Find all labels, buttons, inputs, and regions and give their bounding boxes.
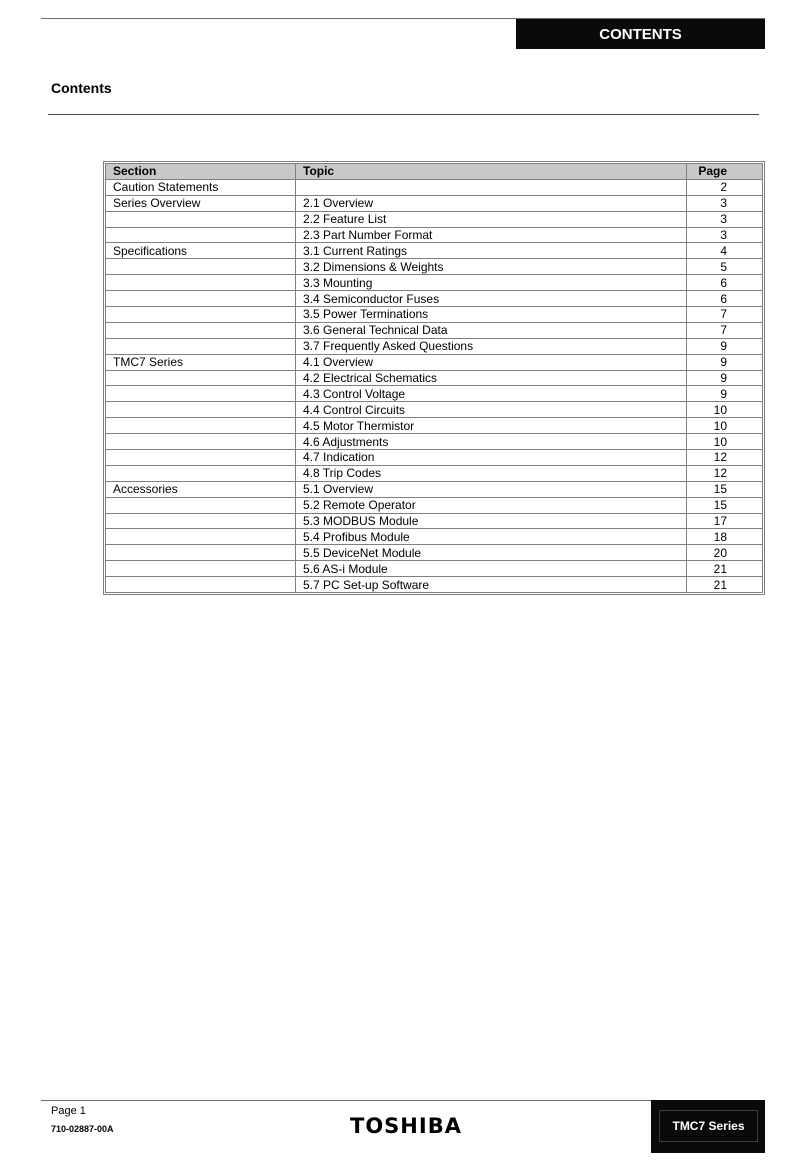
table-row	[106, 354, 763, 370]
table-row	[106, 561, 763, 577]
section-cell: Accessories	[106, 481, 296, 497]
table-row	[106, 322, 763, 338]
column-header-page: Page	[687, 164, 763, 180]
section-cell	[106, 465, 296, 481]
document-code: 710-02887-00A	[51, 1124, 114, 1134]
table-row	[106, 275, 763, 291]
section-cell	[106, 307, 296, 323]
page-cell: 6	[687, 291, 763, 307]
section-cell	[106, 545, 296, 561]
table-row	[106, 402, 763, 418]
page-cell: 18	[687, 529, 763, 545]
section-cell: Series Overview	[106, 195, 296, 211]
page-cell: 10	[687, 434, 763, 450]
page-cell: 3	[687, 211, 763, 227]
topic-cell	[296, 179, 687, 195]
table-header-row	[106, 164, 763, 180]
topic-cell: 5.1 Overview	[296, 481, 687, 497]
toshiba-logo: TOSHIBA	[350, 1114, 462, 1138]
section-cell	[106, 227, 296, 243]
page-cell: 5	[687, 259, 763, 275]
page-cell: 9	[687, 370, 763, 386]
table-row	[106, 577, 763, 593]
page-cell: 21	[687, 561, 763, 577]
page-cell: 3	[687, 227, 763, 243]
table-row	[106, 259, 763, 275]
section-cell	[106, 513, 296, 529]
topic-cell: 3.7 Frequently Asked Questions	[296, 338, 687, 354]
topic-cell: 3.4 Semiconductor Fuses	[296, 291, 687, 307]
table-row	[106, 307, 763, 323]
table-row	[106, 497, 763, 513]
table-row	[106, 195, 763, 211]
section-cell	[106, 577, 296, 593]
section-cell	[106, 291, 296, 307]
column-header-section: Section	[106, 164, 296, 180]
section-cell	[106, 386, 296, 402]
footer-series-tab	[651, 1100, 765, 1153]
topic-cell: 4.7 Indication	[296, 450, 687, 466]
column-header-topic: Topic	[296, 164, 687, 180]
topic-cell: 4.4 Control Circuits	[296, 402, 687, 418]
page-cell: 7	[687, 322, 763, 338]
page-cell: 20	[687, 545, 763, 561]
section-cell	[106, 322, 296, 338]
topic-cell: 3.5 Power Terminations	[296, 307, 687, 323]
page-title: Contents	[51, 80, 112, 96]
topic-cell: 4.3 Control Voltage	[296, 386, 687, 402]
page-cell: 7	[687, 307, 763, 323]
topic-cell: 4.8 Trip Codes	[296, 465, 687, 481]
table-row	[106, 291, 763, 307]
section-cell: TMC7 Series	[106, 354, 296, 370]
table-row	[106, 211, 763, 227]
page-cell: 9	[687, 386, 763, 402]
table-row	[106, 386, 763, 402]
topic-cell: 2.3 Part Number Format	[296, 227, 687, 243]
section-cell	[106, 275, 296, 291]
section-cell	[106, 370, 296, 386]
section-cell	[106, 418, 296, 434]
contents-table-frame	[103, 161, 765, 595]
table-row	[106, 529, 763, 545]
section-cell	[106, 211, 296, 227]
topic-cell: 4.6 Adjustments	[296, 434, 687, 450]
contents-table	[105, 163, 763, 593]
table-row	[106, 370, 763, 386]
page-cell: 12	[687, 465, 763, 481]
section-cell: Caution Statements	[106, 179, 296, 195]
page-cell: 2	[687, 179, 763, 195]
table-body	[106, 179, 763, 592]
section-cell	[106, 434, 296, 450]
section-cell	[106, 338, 296, 354]
table-row	[106, 434, 763, 450]
section-cell: Specifications	[106, 243, 296, 259]
topic-cell: 5.5 DeviceNet Module	[296, 545, 687, 561]
table-row	[106, 450, 763, 466]
table-row	[106, 243, 763, 259]
page-cell: 10	[687, 418, 763, 434]
section-cell	[106, 561, 296, 577]
footer-rule	[41, 1100, 651, 1101]
page-cell: 15	[687, 497, 763, 513]
topic-cell: 3.3 Mounting	[296, 275, 687, 291]
section-cell	[106, 497, 296, 513]
table-row	[106, 481, 763, 497]
section-cell	[106, 402, 296, 418]
topic-cell: 4.2 Electrical Schematics	[296, 370, 687, 386]
page-cell: 9	[687, 338, 763, 354]
section-cell	[106, 259, 296, 275]
page-cell: 4	[687, 243, 763, 259]
page-cell: 12	[687, 450, 763, 466]
header-contents-tab: CONTENTS	[516, 19, 765, 49]
topic-cell: 5.2 Remote Operator	[296, 497, 687, 513]
topic-cell: 5.4 Profibus Module	[296, 529, 687, 545]
topic-cell: 2.1 Overview	[296, 195, 687, 211]
page-cell: 17	[687, 513, 763, 529]
topic-cell: 2.2 Feature List	[296, 211, 687, 227]
topic-cell: 4.1 Overview	[296, 354, 687, 370]
page-cell: 21	[687, 577, 763, 593]
topic-cell: 5.6 AS-i Module	[296, 561, 687, 577]
table-row	[106, 465, 763, 481]
table-row	[106, 418, 763, 434]
table-row	[106, 179, 763, 195]
series-label: TMC7 Series	[659, 1110, 758, 1142]
topic-cell: 5.3 MODBUS Module	[296, 513, 687, 529]
table-row	[106, 338, 763, 354]
topic-cell: 4.5 Motor Thermistor	[296, 418, 687, 434]
topic-cell: 3.6 General Technical Data	[296, 322, 687, 338]
section-cell	[106, 450, 296, 466]
section-cell	[106, 529, 296, 545]
page-cell: 9	[687, 354, 763, 370]
table-row	[106, 227, 763, 243]
page-cell: 6	[687, 275, 763, 291]
topic-cell: 3.2 Dimensions & Weights	[296, 259, 687, 275]
topic-cell: 3.1 Current Ratings	[296, 243, 687, 259]
page-cell: 10	[687, 402, 763, 418]
heading-divider	[48, 114, 759, 115]
topic-cell: 5.7 PC Set-up Software	[296, 577, 687, 593]
page-number: Page 1	[51, 1105, 86, 1117]
table-row	[106, 513, 763, 529]
table-row	[106, 545, 763, 561]
page-cell: 15	[687, 481, 763, 497]
page-cell: 3	[687, 195, 763, 211]
